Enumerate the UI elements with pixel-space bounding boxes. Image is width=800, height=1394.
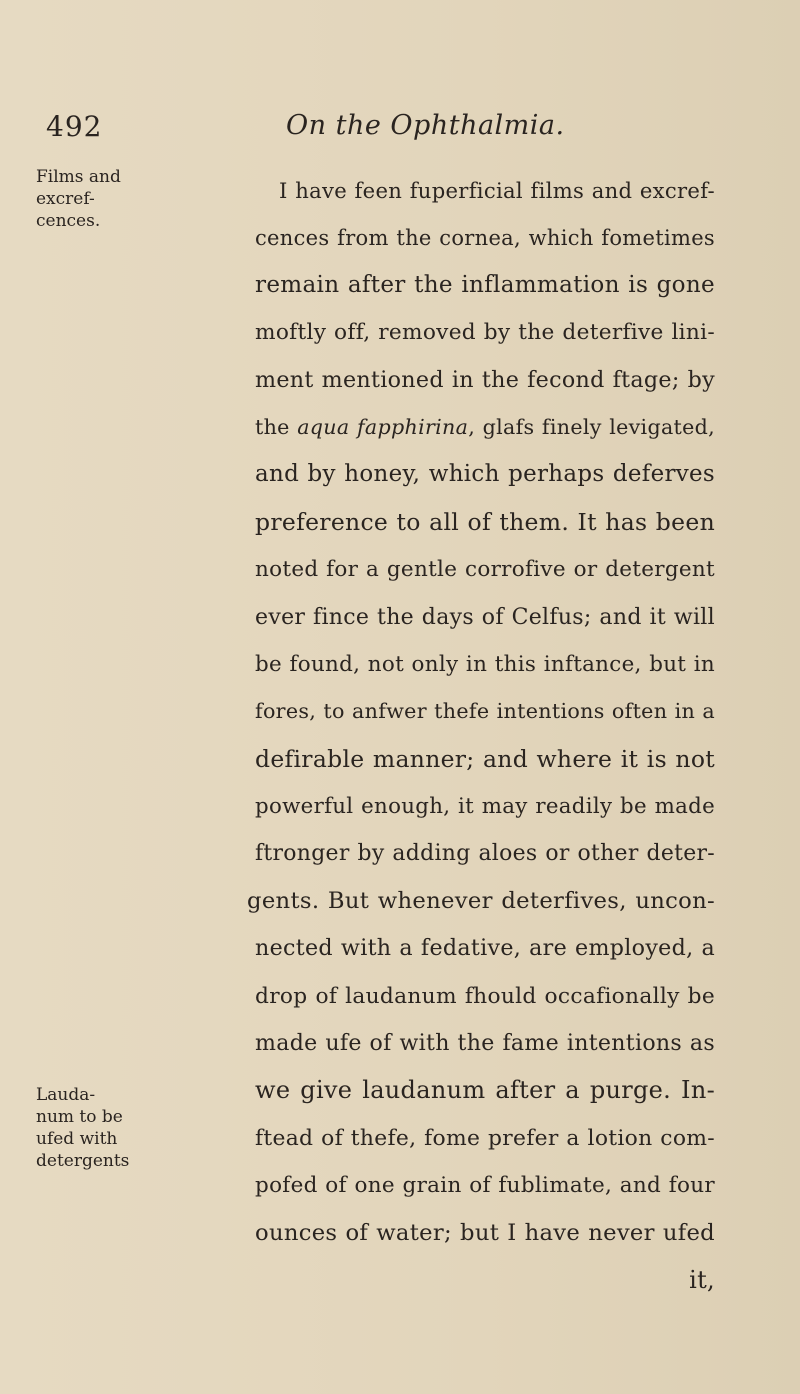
margin-note-line: excref-	[36, 189, 95, 209]
catchword: it,	[689, 1265, 715, 1294]
text-line: be found, not only in this inftance, but in	[255, 651, 715, 677]
margin-note-line: Lauda-	[36, 1085, 96, 1105]
running-head: On the Ophthalmia.	[286, 110, 565, 141]
italic-phrase: aqua fapphirina	[297, 414, 469, 439]
text-line: gents. But whenever deterfives, uncon-	[247, 887, 715, 914]
margin-note-laudanum	[36, 1084, 134, 1172]
text-line: we give laudanum after a purge. In-	[255, 1076, 715, 1105]
text-line: ounces of water; but I have never ufed	[255, 1219, 715, 1246]
text-span: , glafs finely levigated,	[468, 414, 715, 439]
margin-note-line: cences.	[36, 211, 101, 231]
margin-note-line: detergents	[36, 1151, 130, 1171]
body-text	[247, 167, 715, 1304]
text-line: defirable manner; and where it is not	[255, 744, 715, 773]
text-line: remain after the inflammation is gone	[255, 271, 715, 298]
text-line: ftronger by adding aloes or other deter-	[255, 841, 715, 867]
text-line: powerful enough, it may readily be made	[255, 794, 715, 820]
text-line: nected with a fedative, are employed, a	[255, 935, 715, 962]
margin-note-line: ufed with	[36, 1129, 118, 1149]
text-line: pofed of one grain of fublimate, and four	[255, 1173, 715, 1199]
text-line: ftead of thefe, fome prefer a lotion com-	[255, 1125, 715, 1151]
text-line: moftly off, removed by the deterfive lini-	[255, 320, 715, 346]
text-line: fores, to anfwer thefe intentions often in a	[255, 699, 715, 724]
text-line: I have feen fuperficial films and excref-	[279, 178, 715, 203]
text-line: ment mentioned in the fecond ftage; by	[255, 366, 715, 393]
page-number: 492	[46, 110, 103, 143]
text-line: cences from the cornea, which fometimes	[255, 225, 715, 251]
text-line: noted for a gentle corrofive or detergent	[255, 557, 715, 583]
text-span: the	[255, 414, 298, 439]
text-line: and by honey, which perhaps deferves	[255, 461, 715, 488]
margin-note-line: num to be	[36, 1107, 123, 1127]
text-line: made ufe of with the fame intentions as	[255, 1031, 715, 1057]
text-line	[255, 404, 715, 451]
margin-note-line: Films and	[36, 167, 121, 187]
text-line: drop of laudanum fhould occafionally be	[255, 983, 715, 1009]
text-line: ever fince the days of Celfus; and it will	[255, 604, 715, 630]
page-header	[40, 110, 740, 150]
margin-note-films	[36, 166, 134, 232]
text-line: preference to all of them. It has been	[255, 507, 715, 536]
